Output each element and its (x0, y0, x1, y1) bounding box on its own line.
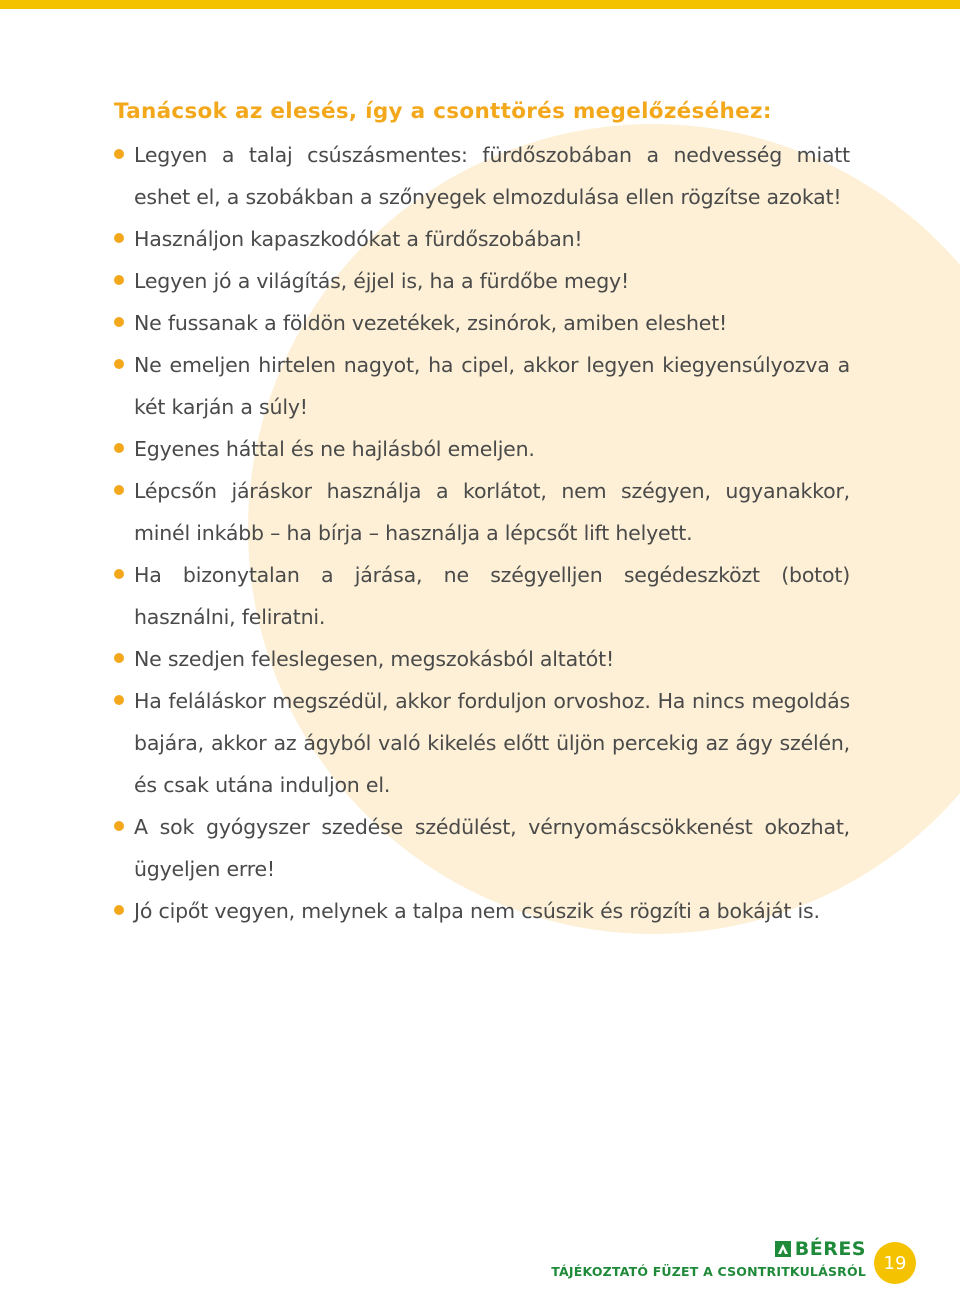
bullet-icon (114, 569, 124, 579)
tip-text: Ne szedjen feleslegesen, megszokásból altatót! (134, 647, 615, 671)
tip-item (114, 344, 850, 428)
bullet-icon (114, 485, 124, 495)
bullet-icon (114, 359, 124, 369)
tip-item (114, 302, 850, 344)
tip-text: Jó cipőt vegyen, melynek a talpa nem csúszik és rögzíti a bokáját is. (134, 899, 820, 923)
tip-text: Legyen a talaj csúszásmentes: fürdőszobában a nedvesség miatt eshet el, a szobákban a szőnyegek elmozdulása ellen rögzítse azokat! (134, 143, 850, 209)
page-content (114, 96, 850, 932)
beres-logo-icon (775, 1241, 791, 1257)
tip-item (114, 806, 850, 890)
tip-text: Ha feláláskor megszédül, akkor forduljon orvoshoz. Ha nincs megoldás bajára, akkor az ágyból való kikelés előtt üljön percekig az ágy szélén, és csak utána induljon el. (134, 689, 850, 797)
tip-text: Ha bizonytalan a járása, ne szégyelljen segédeszközt (botot) használni, feliratni. (134, 563, 850, 629)
page-heading: Tanácsok az elesés, így a csonttörés megelőzéséhez: (114, 99, 772, 124)
tip-item (114, 470, 850, 554)
bullet-icon (114, 233, 124, 243)
page-number: 19 (874, 1242, 916, 1284)
tip-item (114, 218, 850, 260)
tip-text: Ne fussanak a földön vezetékek, zsinórok, amiben eleshet! (134, 311, 728, 335)
top-accent-bar (0, 0, 960, 9)
bullet-icon (114, 653, 124, 663)
tip-text: Ne emeljen hirtelen nagyot, ha cipel, akkor legyen kiegyensúlyozva a két karján a súly! (134, 353, 850, 419)
tip-item (114, 638, 850, 680)
brand-name: BÉRES (794, 1238, 866, 1260)
tip-item (114, 554, 850, 638)
bullet-icon (114, 905, 124, 915)
tip-item (114, 260, 850, 302)
tip-text: Lépcsőn járáskor használja a korlátot, nem szégyen, ugyanakkor, minél inkább – ha bírja – használja a lépcsőt lift helyett. (134, 479, 850, 545)
tip-item (114, 680, 850, 806)
tip-text: A sok gyógyszer szedése szédülést, vérnyomáscsökkenést okozhat, ügyeljen erre! (134, 815, 850, 881)
bullet-icon (114, 821, 124, 831)
booklet-title: TÁJÉKOZTATÓ FÜZET A CSONTRITKULÁSRÓL (551, 1264, 866, 1279)
bullet-icon (114, 275, 124, 285)
page-footer (551, 1236, 960, 1286)
tip-item (114, 134, 850, 218)
bullet-icon (114, 149, 124, 159)
brand-logo (775, 1238, 866, 1260)
tips-list (114, 134, 850, 932)
tip-item (114, 890, 850, 932)
tip-text: Használjon kapaszkodókat a fürdőszobában! (134, 227, 583, 251)
tip-text: Legyen jó a világítás, éjjel is, ha a fürdőbe megy! (134, 269, 629, 293)
bullet-icon (114, 317, 124, 327)
tip-item (114, 428, 850, 470)
bullet-icon (114, 695, 124, 705)
tip-text: Egyenes háttal és ne hajlásból emeljen. (134, 437, 535, 461)
bullet-icon (114, 443, 124, 453)
